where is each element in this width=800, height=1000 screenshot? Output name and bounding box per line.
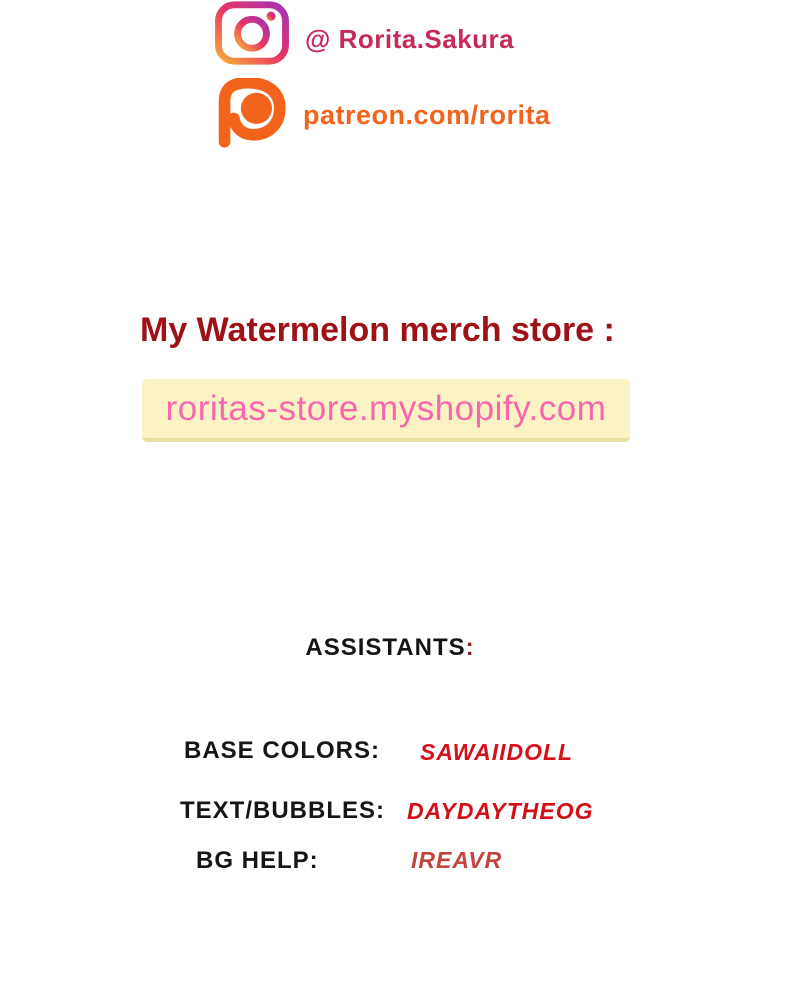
credit-name-bg-help: IREAVR [411, 847, 503, 873]
merch-store-heading: My Watermelon merch store : [140, 311, 615, 349]
assistants-title-text: ASSISTANTS [305, 634, 466, 661]
instagram-icon [213, 1, 291, 65]
assistants-title [0, 634, 780, 662]
credit-role-base-colors: BASE COLORS: [184, 737, 381, 764]
assistants-title-colon: : [465, 634, 475, 661]
credit-role-text-bubbles: TEXT/BUBBLES: [180, 797, 385, 824]
credit-name-text-bubbles: DAYDAYTHEOG [407, 798, 594, 824]
store-url-link[interactable]: roritas-store.myshopify.com [165, 388, 607, 428]
instagram-handle[interactable]: @ Rorita.Sakura [305, 24, 515, 54]
patreon-icon [212, 78, 290, 148]
patreon-link[interactable]: patreon.com/rorita [303, 100, 551, 130]
credit-role-bg-help: BG HELP: [196, 847, 319, 874]
credit-name-base-colors: SAWAIIDOLL [420, 739, 574, 765]
store-url-box [142, 379, 630, 442]
